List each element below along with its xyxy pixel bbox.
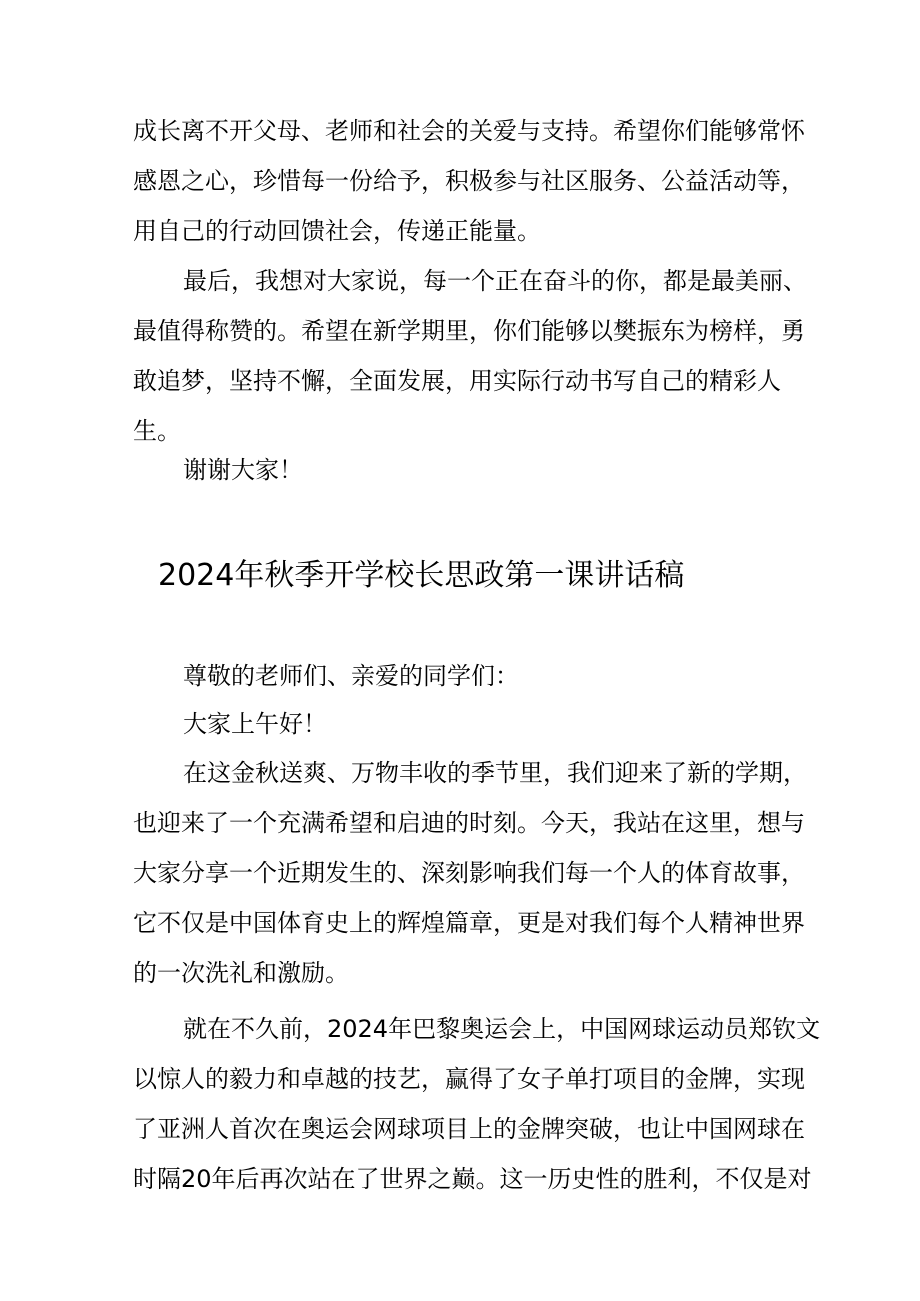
speech-title: 2024年秋季开学校长思政第一课讲话稿 (158, 558, 685, 593)
text-line: 时隔20年后再次站在了世界之巅。这一历史性的胜利，不仅是对 (133, 1165, 812, 1193)
text-line: 以惊人的毅力和卓越的技艺，赢得了女子单打项目的金牌，实现 (133, 1065, 805, 1093)
text-line: 生。 (133, 417, 181, 445)
text-line: 大家分享一个近期发生的、深刻影响我们每一个人的体育故事， (133, 859, 805, 887)
speech-paragraph-1 (133, 748, 807, 998)
text-line: 的一次洗礼和激励。 (133, 959, 349, 987)
text-line: 感恩之心，珍惜每一份给予，积极参与社区服务、公益活动等， (133, 167, 805, 195)
greeting (133, 699, 793, 749)
text-line: 了亚洲人首次在奥运会网球项目上的金牌突破，也让中国网球在 (133, 1115, 805, 1143)
closing-line (133, 445, 793, 495)
text-line: 尊敬的老师们、亲爱的同学们： (183, 662, 519, 690)
text-line: 谢谢大家！ (183, 456, 303, 484)
continued-paragraph-2 (133, 256, 807, 456)
text-line: 就在不久前，2024年巴黎奥运会上，中国网球运动员郑钦文 (183, 1015, 821, 1043)
salutation (133, 651, 793, 701)
text-line: 也迎来了一个充满希望和启迪的时刻。今天，我站在这里，想与 (133, 809, 805, 837)
text-line: 在这金秋送爽、万物丰收的季节里，我们迎来了新的学期， (183, 759, 807, 787)
text-line: 用自己的行动回馈社会，传递正能量。 (133, 217, 541, 245)
text-line: 最后，我想对大家说，每一个正在奋斗的你，都是最美丽、 (183, 267, 807, 295)
text-line: 它不仅是中国体育史上的辉煌篇章，更是对我们每个人精神世界 (133, 909, 805, 937)
text-line: 成长离不开父母、老师和社会的关爱与支持。希望你们能够常怀 (133, 117, 805, 145)
speech-paragraph-2 (133, 1004, 821, 1204)
text-line: 大家上午好！ (183, 710, 327, 738)
text-line: 最值得称赞的。希望在新学期里，你们能够以樊振东为榜样，勇 (133, 317, 805, 345)
continued-paragraph-1 (133, 106, 805, 256)
text-line: 敢追梦，坚持不懈，全面发展，用实际行动书写自己的精彩人 (133, 367, 781, 395)
